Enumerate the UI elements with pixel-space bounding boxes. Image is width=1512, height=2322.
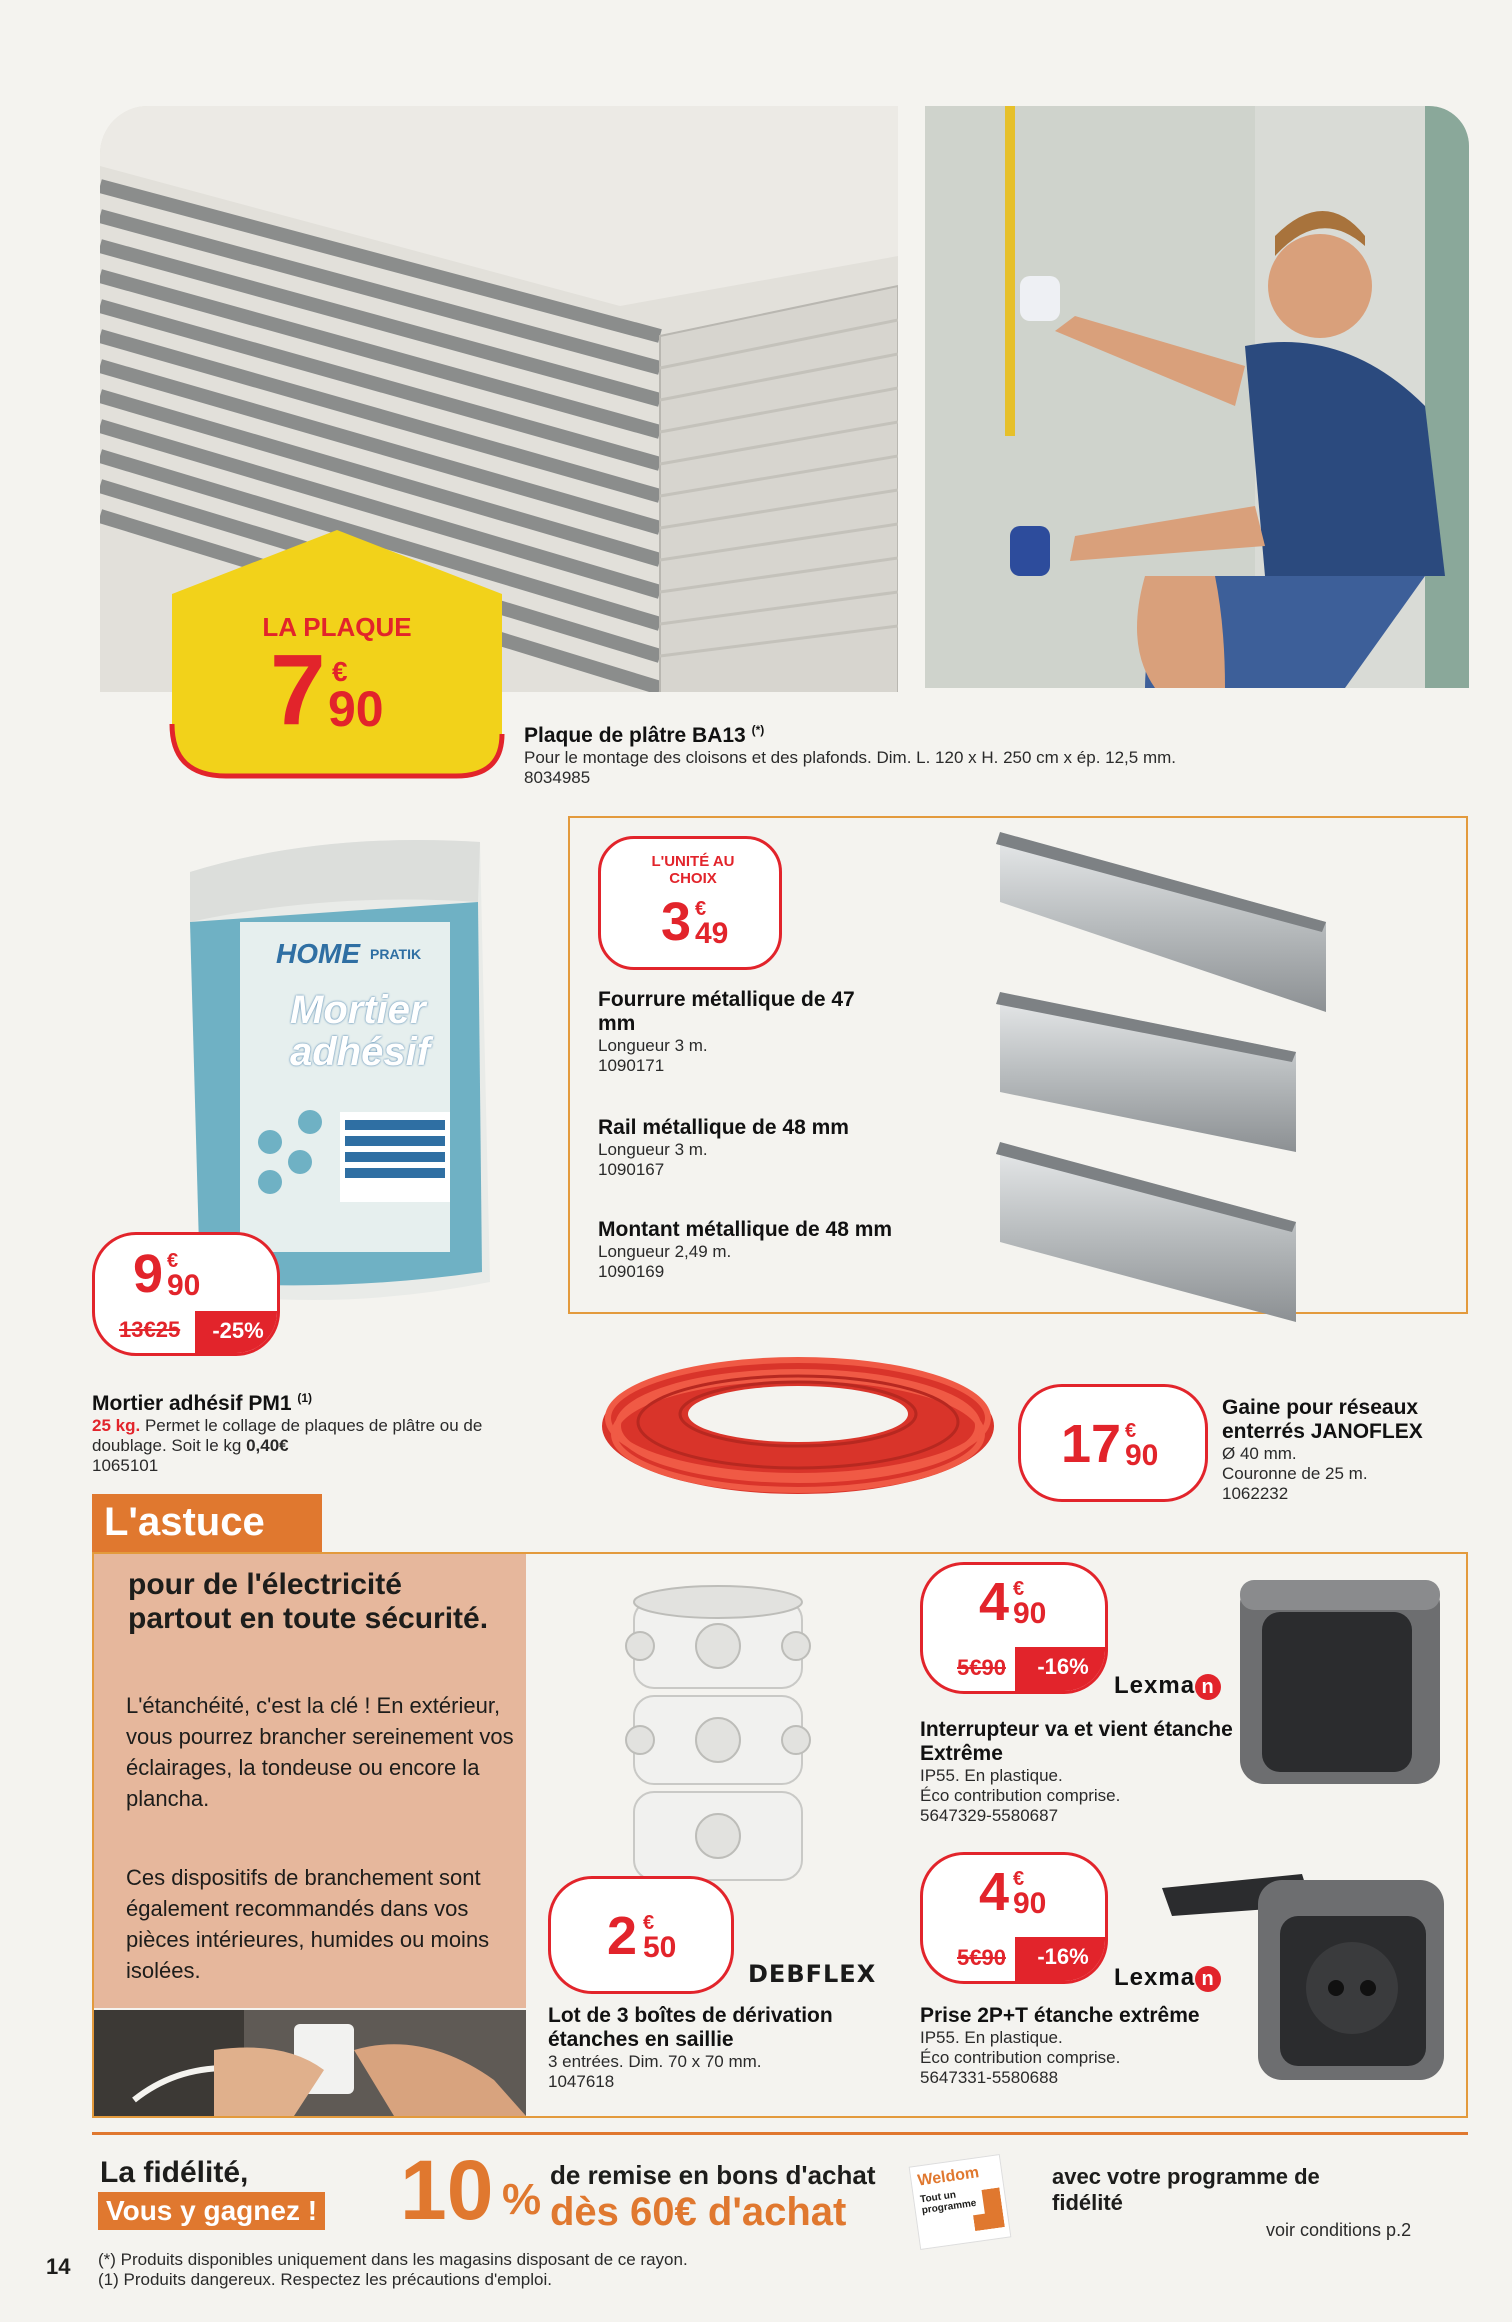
metal-price-bubble [598, 836, 782, 970]
boites-desc: 3 entrées. Dim. 70 x 70 mm. [548, 2052, 762, 2071]
interrupteur-discount: -16% [1015, 1647, 1108, 1694]
interrupteur-ref: 5647329-5580687 [920, 1806, 1059, 1825]
metal-item-1 [598, 988, 888, 1076]
prise-price-currency: € [1013, 1868, 1025, 1890]
hero-product-desc: Pour le montage des cloisons et des plafonds. Dim. L. 120 x H. 250 cm x ép. 12,5 mm. [524, 748, 1176, 767]
prise-info [920, 2004, 1260, 2088]
switch-illustration [1232, 1572, 1446, 1790]
lexman-logo-text: Lexma [1114, 1672, 1196, 1699]
mortier-weight: 25 kg. [92, 1416, 141, 1435]
fidelite-title: La fidélité, [100, 2156, 249, 2189]
metal-item-3 [598, 1218, 978, 1282]
hero-title-note: (*) [751, 723, 765, 737]
astuce-paragraph-1: L'étanchéité, c'est la clé ! En extérieur, vous pourrez brancher sereinement vos éclairages, la tondeuse ou encore la plancha. [126, 1693, 514, 1811]
lexman-logo-n: n [1195, 1674, 1221, 1700]
metal-price-int: 3 [661, 892, 692, 952]
gaine-title: Gaine pour réseaux enterrés JANOFLEX [1222, 1396, 1423, 1443]
interrupteur-desc2: Éco contribution comprise. [920, 1786, 1121, 1805]
switch-image [1232, 1572, 1446, 1790]
interrupteur-price-currency: € [1013, 1578, 1025, 1600]
prise-old-price: 5€90 [957, 1945, 1006, 1970]
hero-product-ref: 8034985 [524, 768, 591, 787]
bag-brand: HOME [276, 938, 360, 969]
bag-brand-sub: PRATIK [370, 946, 422, 962]
weldom-logo [909, 2154, 1012, 2250]
hero-title-text: Plaque de plâtre BA13 [524, 724, 746, 747]
gaine-info [1222, 1396, 1492, 1504]
footer-note-2: (1) Produits dangereux. Respectez les précautions d'emploi. [98, 2270, 552, 2289]
mortier-old-price: 13€25 [119, 1317, 181, 1342]
page-number: 14 [46, 2254, 71, 2279]
prise-price-cents: 90 [1013, 1887, 1047, 1920]
interrupteur-desc1: IP55. En plastique. [920, 1766, 1063, 1785]
interrupteur-title: Interrupteur va et vient étanche Extrême [920, 1718, 1233, 1765]
mortier-title-text: Mortier adhésif PM1 [92, 1392, 292, 1415]
fidelite-line1: de remise en bons d'achat [550, 2160, 876, 2190]
badge-price-cents: 90 [328, 681, 384, 737]
weldom-logo-text: Weldom [916, 2164, 981, 2190]
metal-price-cents: 49 [695, 917, 729, 950]
mortier-price-cents: 90 [167, 1269, 201, 1302]
mortier-desc-text: Permet le collage de plaques de plâtre ou de doublage. Soit le kg [92, 1416, 483, 1455]
boites-price-bubble [548, 1876, 734, 1994]
metal-item-ref: 1090167 [598, 1160, 665, 1179]
lexman-logo [1114, 1672, 1221, 1700]
fidelite-right-text: avec votre programme de fidélité [1052, 2164, 1320, 2215]
mortier-desc [92, 1416, 552, 1456]
debflex-logo: DEBFLEX [748, 1960, 877, 1988]
gaine-ref: 1062232 [1222, 1484, 1289, 1503]
boites-ref: 1047618 [548, 2072, 615, 2091]
gaine-desc1: Ø 40 mm. [1222, 1444, 1297, 1463]
fidelite-divider [92, 2132, 1468, 2135]
boites-price-cents: 50 [643, 1931, 677, 1964]
badge-price-currency: € [332, 656, 348, 687]
metal-profiles-illustration [996, 822, 1326, 1350]
metal-item-title: Fourrure métallique de 47 mm [598, 988, 855, 1035]
interrupteur-price-int: 4 [979, 1572, 1010, 1632]
mortier-price-bubble [92, 1232, 280, 1356]
metal-item-title: Montant métallique de 48 mm [598, 1218, 893, 1241]
mortier-title-note: (1) [297, 1391, 313, 1405]
astuce-paragraph-2: Ces dispositifs de branchement sont également recommandés dans vos pièces intérieures, humides ou moins isolées. [126, 1865, 490, 1983]
boites-price-currency: € [643, 1912, 655, 1934]
gaine-price-int: 17 [1061, 1414, 1122, 1474]
metal-item-title: Rail métallique de 48 mm [598, 1116, 849, 1139]
worker-photo [925, 106, 1469, 688]
prise-desc2: Éco contribution comprise. [920, 2048, 1121, 2067]
mortier-info [92, 1386, 552, 1476]
mortier-title [92, 1386, 552, 1416]
plug-hands-illustration [94, 2010, 526, 2116]
gaine-desc2: Couronne de 25 m. [1222, 1464, 1368, 1483]
badge-shape [166, 524, 508, 782]
metal-item-desc: Longueur 3 m. [598, 1036, 708, 1055]
bag-line2: adhésif [290, 1030, 431, 1074]
boites-title: Lot de 3 boîtes de dérivation étanches en saillie [548, 2004, 833, 2051]
metal-item-desc: Longueur 3 m. [598, 1140, 708, 1159]
hero-product-title [524, 718, 1444, 748]
fidelite-line2: dès 60€ d'achat [550, 2190, 847, 2234]
badge-price-int: 7 [270, 634, 326, 746]
lexman-logo-n: n [1195, 1966, 1221, 1992]
metal-profiles-image [996, 822, 1326, 1350]
gaine-price-cents: 90 [1125, 1439, 1159, 1472]
astuce-photo [94, 2010, 526, 2116]
interrupteur-info [920, 1718, 1260, 1826]
mortier-price-currency: € [167, 1250, 179, 1272]
metal-price-currency: € [695, 898, 707, 920]
metal-item-desc: Longueur 2,49 m. [598, 1242, 732, 1261]
mortier-kg-price: 0,40€ [246, 1436, 289, 1455]
prise-price-bubble [920, 1852, 1108, 1984]
metal-item-2 [598, 1116, 938, 1180]
fidelite-subtitle: Vous y gagnez ! [98, 2192, 325, 2230]
lexman-logo-text: Lexma [1114, 1964, 1196, 1991]
mortier-discount: -25% [195, 1311, 280, 1356]
bag-line1: Mortier [290, 988, 426, 1032]
interrupteur-price-bubble [920, 1562, 1108, 1694]
gaine-price-currency: € [1125, 1420, 1137, 1442]
metal-item-ref: 1090171 [598, 1056, 665, 1075]
mortier-price-int: 9 [133, 1244, 164, 1304]
worker-measuring-illustration [925, 106, 1469, 688]
prise-discount: -16% [1015, 1937, 1108, 1984]
fidelite-percent-sign: % [502, 2175, 542, 2224]
prise-title: Prise 2P+T étanche extrême [920, 2004, 1200, 2027]
metal-bubble-label: L'UNITÉ AU CHOIX [651, 853, 735, 887]
badge-label: LA PLAQUE [262, 612, 412, 642]
weldom-logo-sub: Tout un programme [919, 2189, 978, 2217]
prise-desc1: IP55. En plastique. [920, 2028, 1063, 2047]
interrupteur-old-price: 5€90 [957, 1655, 1006, 1680]
boites-info [548, 2004, 908, 2092]
metal-item-ref: 1090169 [598, 1262, 665, 1281]
junction-boxes-illustration [620, 1576, 816, 1896]
junction-boxes-image [620, 1576, 816, 1896]
astuce-tab-label: L'astuce [104, 1500, 265, 1544]
boites-price-int: 2 [607, 1906, 638, 1966]
interrupteur-price-cents: 90 [1013, 1597, 1047, 1630]
hero-price-badge [166, 524, 508, 782]
mortier-ref: 1065101 [92, 1456, 159, 1475]
astuce-heading: pour de l'électricité partout en toute sécurité. [128, 1568, 489, 1635]
fidelite-conditions: voir conditions p.2 [1266, 2220, 1412, 2240]
footer-note-1: (*) Produits disponibles uniquement dans les magasins disposant de ce rayon. [98, 2250, 688, 2269]
gaine-price-bubble [1018, 1384, 1208, 1502]
gaine-coil-illustration [598, 1348, 998, 1498]
prise-ref: 5647331-5580688 [920, 2068, 1059, 2087]
astuce-tab [92, 1494, 322, 1552]
fidelite-percent: 10 [400, 2143, 494, 2237]
prise-price-int: 4 [979, 1862, 1010, 1922]
hero-product-info [524, 718, 1444, 788]
gaine-coil-image [598, 1348, 998, 1498]
